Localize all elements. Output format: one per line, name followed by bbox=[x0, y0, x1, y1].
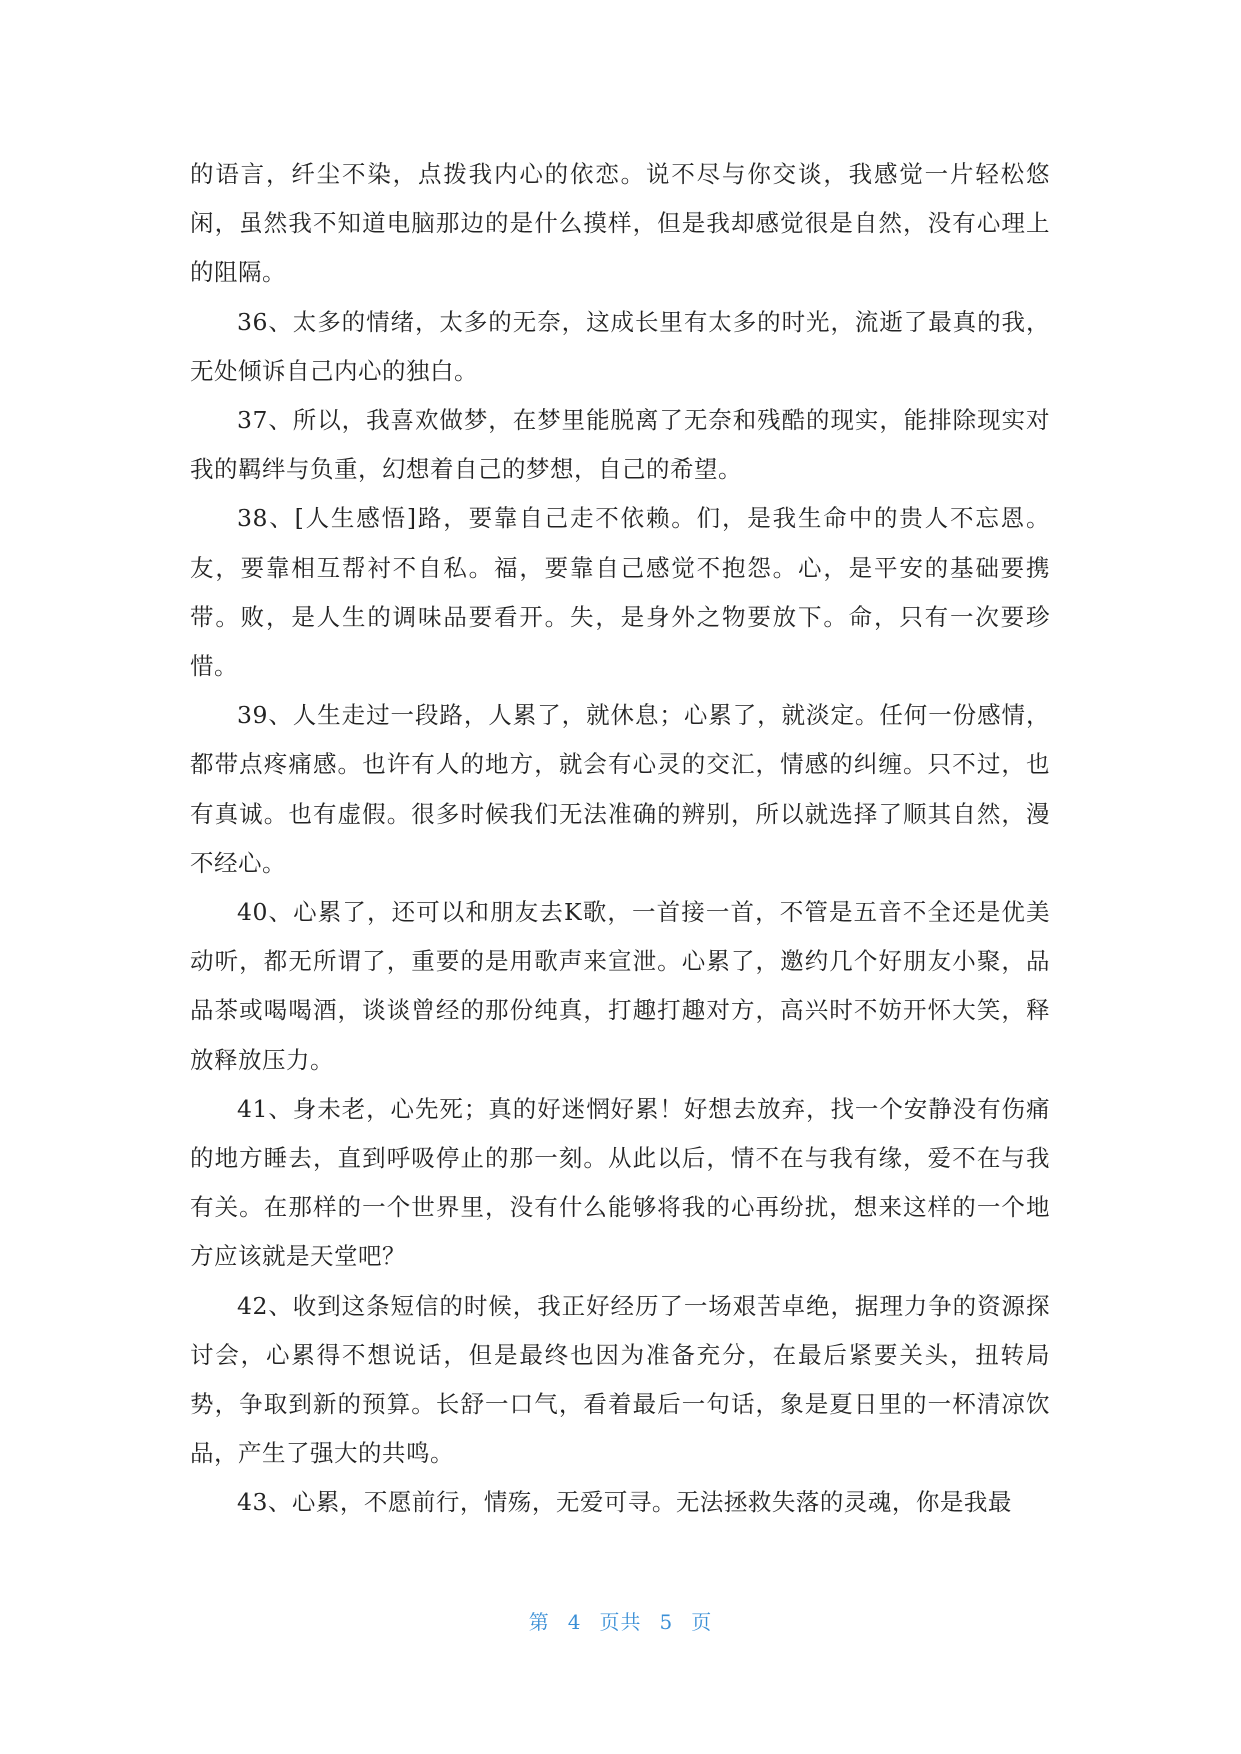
paragraph-38: 38、[人生感悟]路，要靠自己走不依赖。们，是我生命中的贵人不忘恩。友，要靠相互帮衬不自私。福，要靠自己感觉不抱怨。心，是平安的基础要携带。败，是人生的调味品要看开。失，是身外之物要放下。命，只有一次要珍惜。 bbox=[190, 504, 1050, 681]
footer-label-end: 页 bbox=[691, 1610, 713, 1634]
paragraph-41: 41、身未老，心先死；真的好迷惘好累！好想去放弃，找一个安静没有伤痛的地方睡去，直到呼吸停止的那一刻。从此以后，情不在与我有缘，爱不在与我有关。在那样的一个世界里，没有什么能够将我的心再纷扰，想来这样的一个地方应该就是天堂吧？ bbox=[190, 1094, 1050, 1271]
footer-label-page: 第 bbox=[528, 1610, 550, 1634]
paragraph-36: 36、太多的情绪，太多的无奈，这成长里有太多的时光，流逝了最真的我，无处倾诉自己内心的独白。 bbox=[190, 307, 1050, 385]
footer-label-of: 页共 bbox=[599, 1610, 642, 1634]
footer-total-pages: 5 bbox=[659, 1610, 674, 1634]
page-footer bbox=[0, 1606, 1241, 1635]
paragraph-43: 43、心累，不愿前行，情殇，无爱可寻。无法拯救失落的灵魂，你是我最 bbox=[237, 1488, 1012, 1517]
paragraph-42: 42、收到这条短信的时候，我正好经历了一场艰苦卓绝，据理力争的资源探讨会，心累得不想说话，但是最终也因为准备充分，在最后紧要关头，扭转局势，争取到新的预算。长舒一口气，看着最后一句话，象是夏日里的一杯清凉饮品，产生了强大的共鸣。 bbox=[190, 1291, 1050, 1468]
footer-current-page: 4 bbox=[567, 1610, 582, 1634]
paragraph-39: 39、人生走过一段路，人累了，就休息；心累了，就淡定。任何一份感情，都带点疼痛感。也许有人的地方，就会有心灵的交汇，情感的纠缠。只不过，也有真诚。也有虚假。很多时候我们无法准确的辨别，所以就选择了顺其自然，漫不经心。 bbox=[190, 701, 1050, 877]
paragraph-continued: 的语言，纤尘不染，点拨我内心的依恋。说不尽与你交谈，我感觉一片轻松悠闲，虽然我不知道电脑那边的是什么摸样，但是我却感觉很是自然，没有心理上的阻隔。 bbox=[190, 160, 1050, 287]
document-body bbox=[190, 150, 1050, 1528]
paragraph-37: 37、所以，我喜欢做梦，在梦里能脱离了无奈和残酷的现实，能排除现实对我的羁绊与负重，幻想着自己的梦想，自己的希望。 bbox=[190, 406, 1050, 484]
paragraph-40: 40、心累了，还可以和朋友去K歌，一首接一首，不管是五音不全还是优美动听，都无所谓了，重要的是用歌声来宣泄。心累了，邀约几个好朋友小聚，品品茶或喝喝酒，谈谈曾经的那份纯真，打趣打趣对方，高兴时不妨开怀大笑，释放释放压力。 bbox=[190, 898, 1050, 1074]
